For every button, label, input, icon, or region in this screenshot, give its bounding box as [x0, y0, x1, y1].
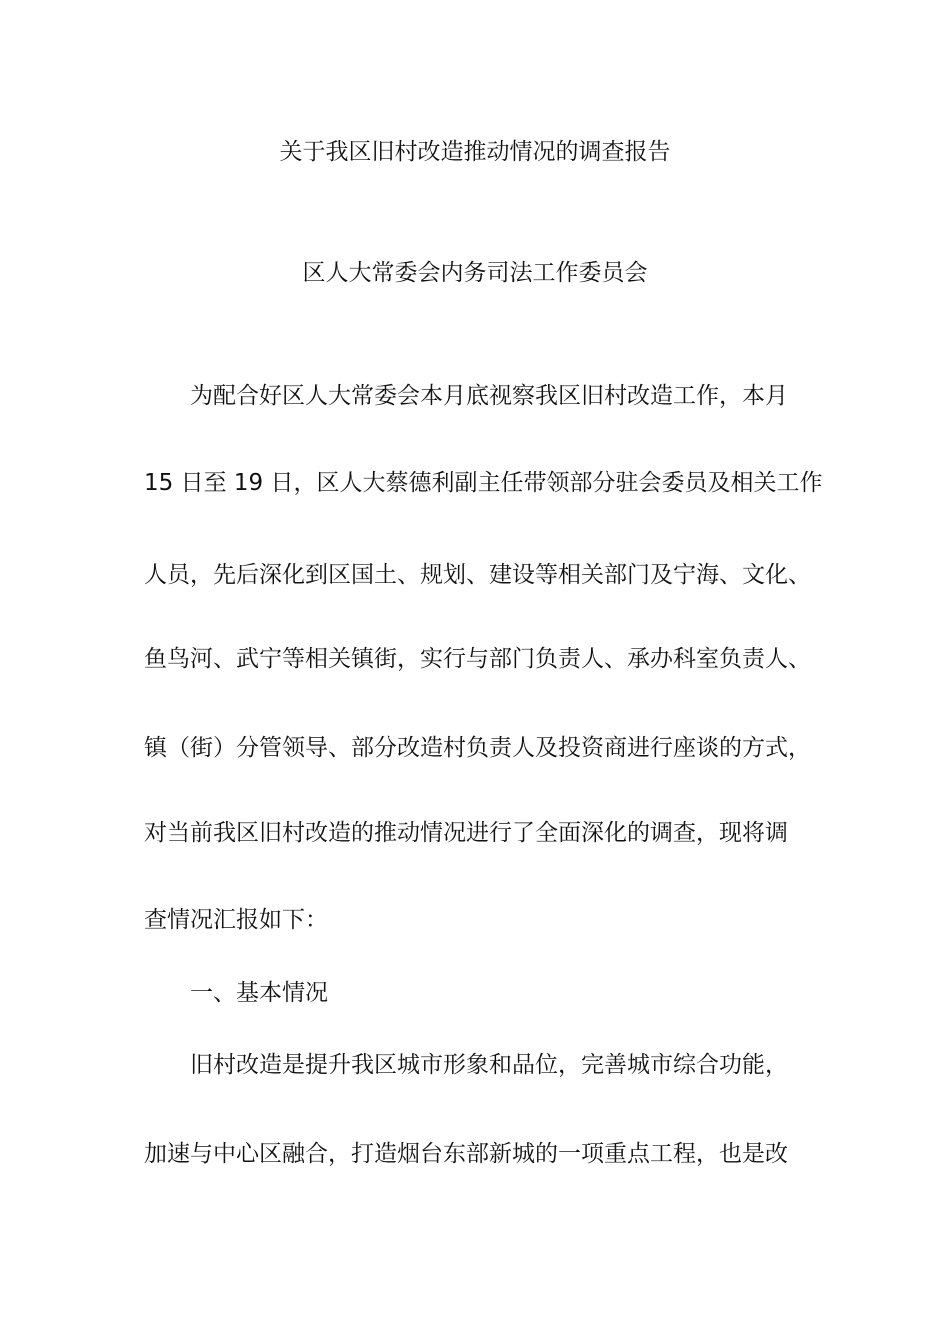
document-title: 关于我区旧村改造推动情况的调查报告 [279, 139, 671, 165]
document-author: 区人大常委会内务司法工作委员会 [302, 260, 648, 286]
paragraph-line-6: 对当前我区旧村改造的推动情况进行了全面深化的调查，现将调 [144, 820, 788, 846]
paragraph-line-5: 镇（街）分管领导、部分改造村负责人及投资商进行座谈的方式， [144, 735, 811, 761]
paragraph-line-2: 15 日至 19 日，区人大蔡德利副主任带领部分驻会委员及相关工作 [144, 470, 823, 496]
paragraph-line-7: 查情况汇报如下： [144, 907, 328, 933]
section-heading: 一、基本情况 [190, 980, 328, 1006]
section-line-2: 加速与中心区融合，打造烟台东部新城的一项重点工程，也是改 [144, 1141, 788, 1167]
paragraph-line-1: 为配合好区人大常委会本月底视察我区旧村改造工作，本月 [190, 383, 788, 409]
paragraph-line-3: 人员，先后深化到区国土、规划、建设等相关部门及宁海、文化、 [144, 562, 811, 588]
section-line-1: 旧村改造是提升我区城市形象和品位，完善城市综合功能， [190, 1052, 788, 1078]
paragraph-line-4: 鱼鸟河、武宁等相关镇街，实行与部门负责人、承办科室负责人、 [144, 646, 811, 672]
